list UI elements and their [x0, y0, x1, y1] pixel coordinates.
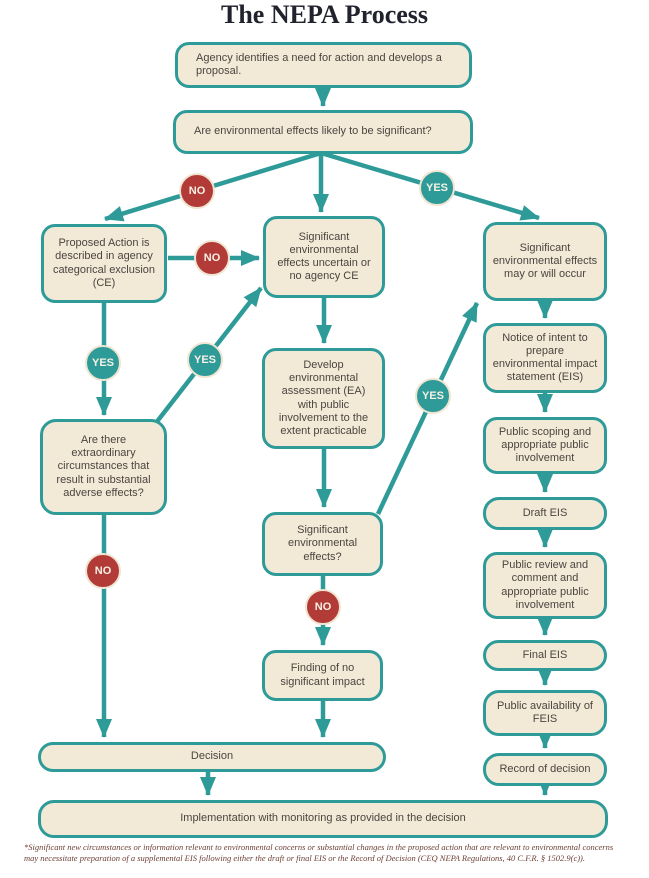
- node-develop-ea: Develop environmental assessment (EA) with public involvement to the extent practicable: [262, 348, 385, 449]
- no-badge-extraordinary-down: NO: [85, 553, 121, 589]
- node-significant-effects: Significant environmental effects?: [262, 512, 383, 576]
- node-draft-eis: Draft EIS: [483, 497, 607, 530]
- yes-badge-extraordinary-diag: YES: [187, 342, 223, 378]
- node-effects-uncertain: Significant environmental effects uncertain or no agency CE: [263, 216, 385, 298]
- node-extraordinary-circumstances: Are there extraordinary circumstances that result in substantial adverse effects?: [40, 419, 167, 515]
- node-feis-availability: Public availability of FEIS: [483, 690, 607, 736]
- node-public-review: Public review and comment and appropriate public involvement: [483, 552, 607, 619]
- yes-badge-ce-down: YES: [85, 345, 121, 381]
- node-final-eis: Final EIS: [483, 640, 607, 671]
- no-badge-ce-uncertain: NO: [194, 240, 230, 276]
- node-categorical-exclusion: Proposed Action is described in agency categorical exclusion (CE): [41, 224, 167, 303]
- node-notice-of-intent: Notice of intent to prepare environmental impact statement (EIS): [483, 323, 607, 393]
- node-record-of-decision: Record of decision: [483, 753, 607, 786]
- node-need: Agency identifies a need for action and develops a proposal.: [175, 42, 472, 88]
- yes-badge-question-right: YES: [419, 170, 455, 206]
- node-public-scoping: Public scoping and appropriate public involvement: [483, 417, 607, 474]
- no-badge-question-left: NO: [179, 173, 215, 209]
- node-implementation: Implementation with monitoring as provided in the decision: [38, 800, 608, 838]
- footnote: *Significant new circumstances or information relevant to environmental concerns or substantial changes in the proposed action that are relevant to environmental concerns may necessitate preparation of a supplemental EIS following either the draft or final EIS or the Record of Decision (CEQ NEPA Regulations, 40 C.F.R. § 1502.9(c)).: [24, 842, 614, 864]
- no-badge-sigeffects-down: NO: [305, 589, 341, 625]
- node-finding-no-impact: Finding of no significant impact: [262, 650, 383, 701]
- node-decision: Decision: [38, 742, 386, 772]
- node-significant-question: Are environmental effects likely to be significant?: [173, 110, 473, 154]
- node-effects-may-occur: Significant environmental effects may or will occur: [483, 222, 607, 301]
- page-title: The NEPA Process: [220, 0, 429, 29]
- yes-badge-sigeffects-diag: YES: [415, 378, 451, 414]
